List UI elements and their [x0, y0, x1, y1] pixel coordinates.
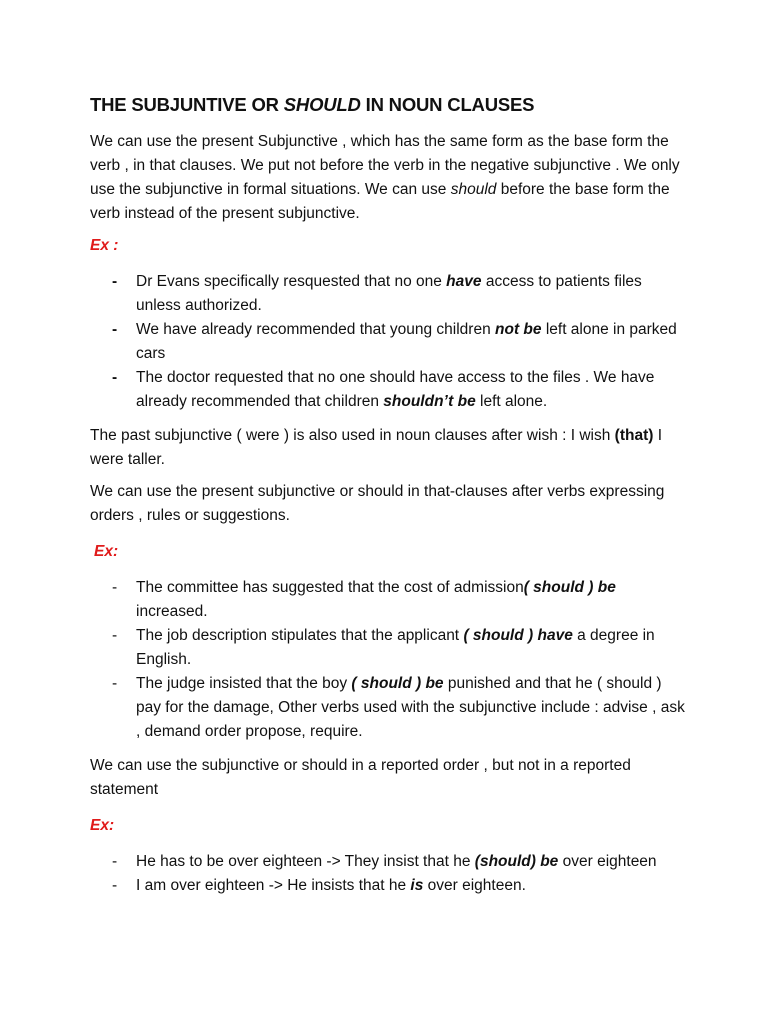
example-list-1	[90, 270, 688, 414]
present-orders-paragraph: We can use the present subjunctive or should in that-clauses after verbs expressing orders , rules or suggestions.	[90, 483, 665, 524]
item-text: The doctor requested that no one should have access to the files . We have already recommended that children	[136, 369, 655, 410]
item-text: We have already recommended that young children	[136, 321, 496, 338]
intro-paragraph	[90, 130, 688, 226]
list-item	[90, 624, 688, 672]
item-emphasis: is	[410, 877, 424, 894]
item-text-end: increased.	[136, 603, 208, 620]
item-emphasis: not be	[495, 321, 542, 338]
list-item	[90, 318, 688, 366]
dash-bullet: -	[112, 579, 118, 596]
list-item	[90, 576, 688, 624]
item-emphasis: (should) be	[474, 853, 559, 870]
intro-part-1: We can use the present Subjunctive , which has the same form as the base form the verb , in that clauses. We put not before the verb in the negative subjunctive . We only use the subjunctive in formal situations. We can use	[90, 133, 680, 198]
reported-order-paragraph: We can use the subjunctive or should in a reported order , but not in a reported statement	[90, 757, 631, 798]
list-item	[90, 270, 688, 318]
item-emphasis: have	[446, 273, 482, 290]
title-part-1: THE SUBJUNTIVE OR	[90, 94, 284, 115]
intro-should: should	[450, 181, 497, 198]
example-label-1: Ex :	[90, 237, 119, 254]
list-item	[90, 850, 688, 874]
example-label-3: Ex:	[90, 817, 115, 834]
item-text-end: over eighteen	[558, 853, 657, 870]
list-item	[90, 366, 688, 414]
intro-part-3: before the base form the verb instead of the present subjunctive.	[90, 181, 670, 222]
item-text-end: a degree in English.	[136, 627, 655, 668]
item-text-end: over eighteen.	[423, 877, 526, 894]
item-emphasis: ( should ) have	[463, 627, 573, 644]
item-text: I am over eighteen -> He insists that he	[136, 877, 411, 894]
item-emphasis: ( should ) be	[523, 579, 616, 596]
item-emphasis: ( should ) be	[351, 675, 444, 692]
item-emphasis: shouldn’t be	[383, 393, 476, 410]
dash-bullet: -	[112, 273, 118, 290]
page-title	[90, 94, 688, 116]
title-should: SHOULD	[283, 94, 361, 115]
example-label-2: Ex:	[94, 543, 119, 560]
past-part-3: I were taller.	[90, 427, 663, 468]
title-part-3: IN NOUN CLAUSES	[360, 94, 535, 115]
example-list-2	[90, 576, 688, 744]
item-text: The job description stipulates that the applicant	[136, 627, 464, 644]
item-text: The judge insisted that the boy	[136, 675, 352, 692]
item-text: The committee has suggested that the cost of admission	[136, 579, 524, 596]
item-text-end: left alone.	[475, 393, 548, 410]
item-text-end: punished and that he ( should ) pay for the damage, Other verbs used with the subjunctive include : advise , ask , demand order propose, require.	[136, 675, 685, 740]
dash-bullet: -	[112, 877, 118, 894]
past-part-1: The past subjunctive ( were ) is also used in noun clauses after wish : I wish	[90, 427, 615, 444]
past-subjunctive-paragraph	[90, 424, 688, 472]
example-list-3	[90, 850, 688, 898]
past-that: (that)	[614, 427, 654, 444]
dash-bullet: -	[112, 627, 118, 644]
dash-bullet: -	[112, 321, 118, 338]
item-text-end: left alone in parked cars	[136, 321, 677, 362]
list-item	[90, 874, 688, 898]
dash-bullet: -	[112, 853, 118, 870]
item-text: He has to be over eighteen -> They insist that he	[136, 853, 475, 870]
dash-bullet: -	[112, 369, 118, 386]
list-item	[90, 672, 688, 744]
item-text: Dr Evans specifically resquested that no one	[136, 273, 447, 290]
item-text-end: access to patients files unless authorized.	[136, 273, 642, 314]
dash-bullet: -	[112, 675, 118, 692]
